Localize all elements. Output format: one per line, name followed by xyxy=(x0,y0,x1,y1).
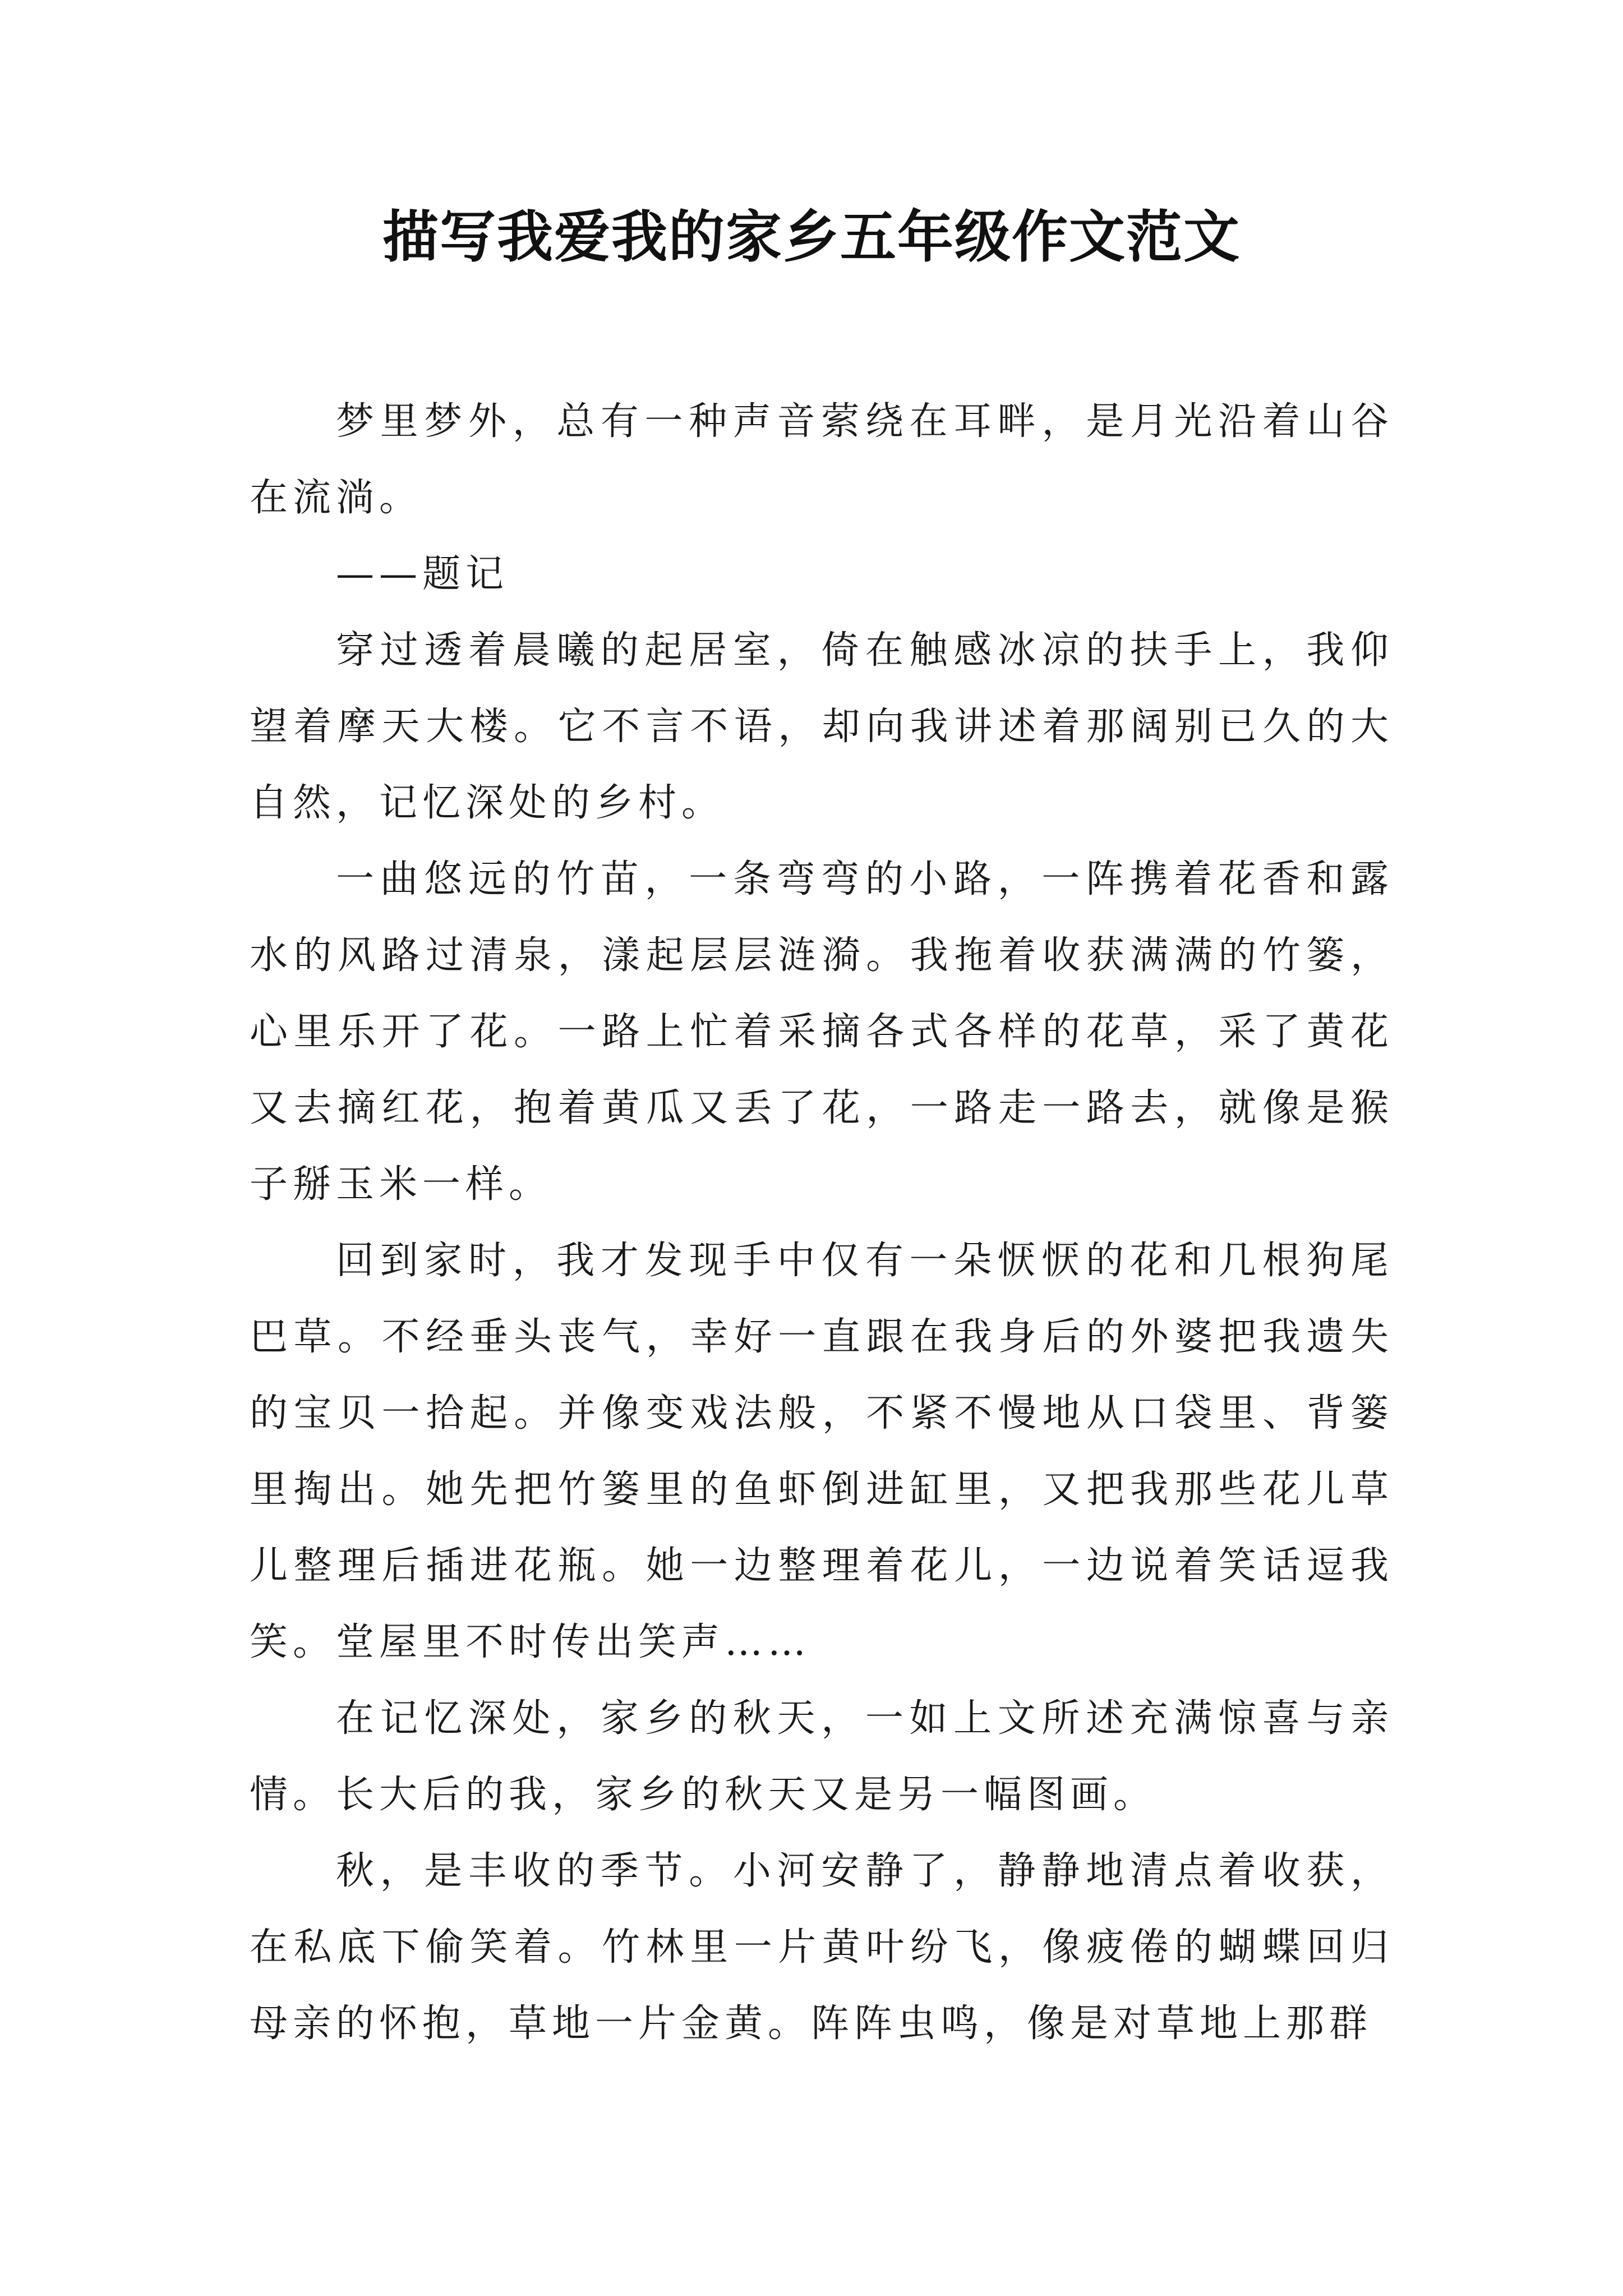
paragraph: 穿过透着晨曦的起居室，倚在触感冰凉的扶手上，我仰望着摩天大楼。它不言不语，却向我讲述着那阔别已久的大自然，记忆深处的乡村。 xyxy=(250,628,1394,825)
paragraph: 回到家时，我才发现手中仅有一朵恹恹的花和几根狗尾巴草。不经垂头丧气，幸好一直跟在我身后的外婆把我遗失的宝贝一拾起。并像变戏法般，不紧不慢地从口袋里、背篓里掏出。她先把竹篓里的鱼虾倒进缸里，又把我那些花儿草儿整理后插进花瓶。她一边整理着花儿，一边说着笑话逗我笑。堂屋里不时传出笑声…… xyxy=(250,1239,1394,1664)
paragraph: 秋，是丰收的季节。小河安静了，静静地清点着收获，在私底下偷笑着。竹林里一片黄叶纷飞，像疲倦的蝴蝶回归母亲的怀抱，草地一片金黄。阵阵虫鸣，像是对草地上那群 xyxy=(250,1849,1394,2046)
paragraph-epigraph: 梦里梦外，总有一种声音萦绕在耳畔，是月光沿着山谷在流淌。 xyxy=(250,399,1394,520)
document-title: 描写我爱我的家乡五年级作文范文 xyxy=(382,204,1241,270)
paragraph: 在记忆深处，家乡的秋天，一如上文所述充满惊喜与亲情。长大后的我，家乡的秋天又是另一幅图画。 xyxy=(250,1696,1394,1817)
paragraph-epigraph-attribution: ——题记 xyxy=(336,552,509,596)
document-body xyxy=(250,384,1394,2062)
paragraph: 一曲悠远的竹苗，一条弯弯的小路，一阵携着花香和露水的风路过清泉，漾起层层涟漪。我拖着收获满满的竹篓，心里乐开了花。一路上忙着采摘各式各样的花草，采了黄花又去摘红花，抱着黄瓜又丢了花，一路走一路去，就像是猴子掰玉米一样。 xyxy=(250,857,1394,1207)
